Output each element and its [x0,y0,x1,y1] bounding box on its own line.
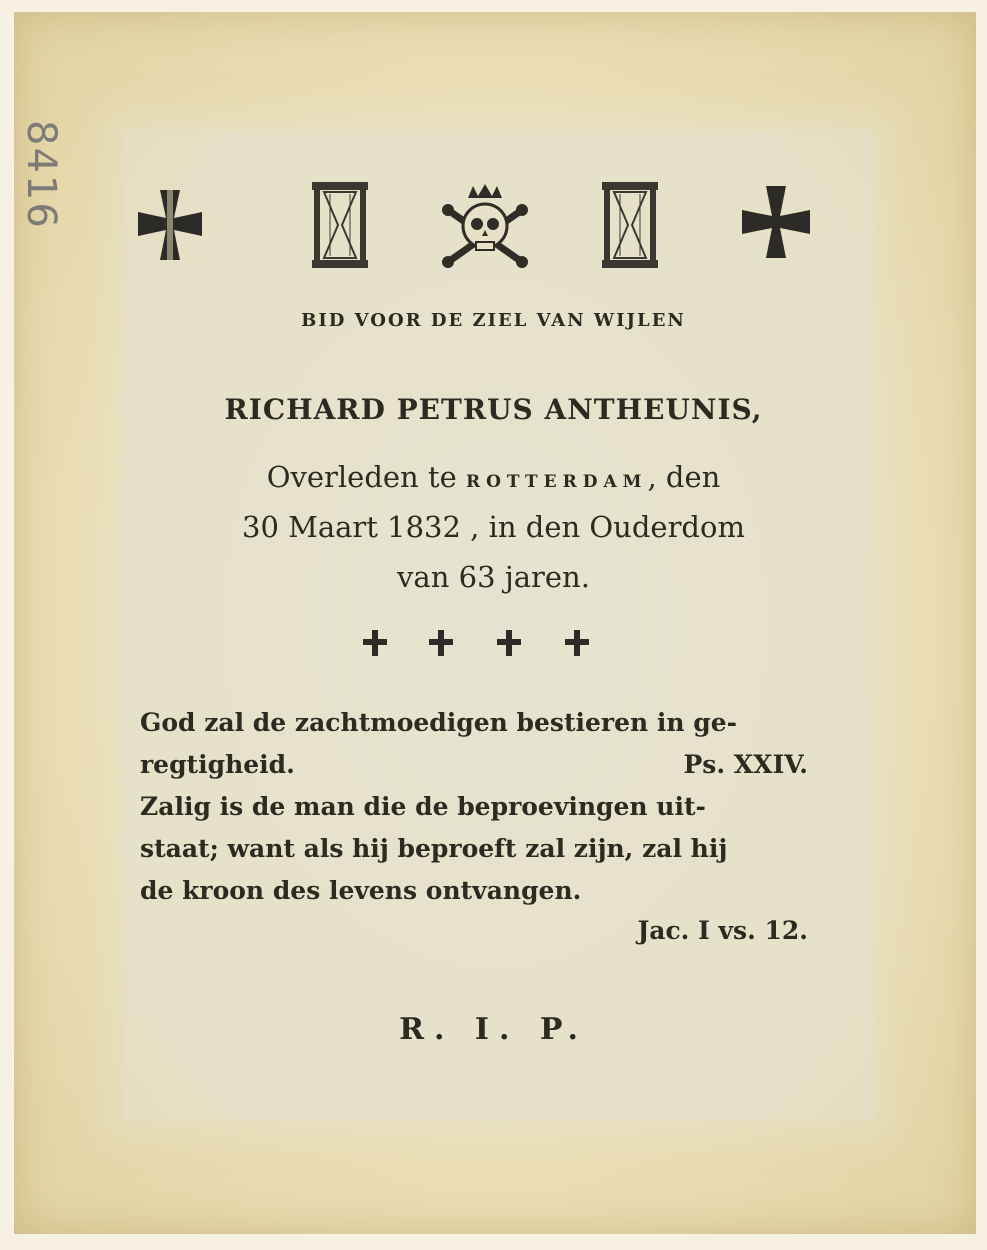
archive-number: 8416 [18,120,64,230]
verse-line [140,708,808,737]
death-date-line: 30 Maart 1832 , in den Ouderdom [242,510,745,544]
verse-text: regtigheid. [140,750,295,779]
deceased-name: RICHARD PETRUS ANTHEUNIS, [224,393,763,426]
death-place: ROTTERDAM [465,472,648,492]
small-cross-icon [429,630,453,656]
small-cross-icon [363,630,387,656]
print-plate [124,130,874,1120]
heading: BID VOOR DE ZIEL VAN WIJLEN [301,310,686,331]
small-crosses [358,628,598,658]
death-place-line [0,460,987,494]
verse-line [140,792,808,821]
verse-line [140,876,808,905]
cross-pattee-icon [130,180,210,270]
small-cross-icon [497,630,521,656]
skull-crossbones-crown-icon [440,180,530,270]
verse-reference: Ps. XXIV. [683,750,808,779]
age-line: van 63 jaren. [397,560,590,594]
verse-text: staat; want als hij beproeft zal zijn, zal hij [140,834,728,863]
verse-line [140,750,808,779]
verse-reference: Jac. I vs. 12. [637,916,808,945]
cross-pattee-icon [736,180,816,270]
hourglass-icon [310,180,370,270]
verse-text: Zalig is de man die de beproevingen uit- [140,792,706,821]
death-line-prefix: Overleden te [266,460,466,494]
verse-text: de kroon des levens ontvangen. [140,876,582,905]
hourglass-icon [600,180,660,270]
verse-line [140,834,808,863]
verse-text: God zal de zachtmoedigen bestieren in ge- [140,708,738,737]
death-line-suffix: , den [647,460,721,494]
small-cross-icon [565,630,589,656]
ornament-row [130,180,830,275]
closing-rip: R. I. P. [399,1012,588,1047]
